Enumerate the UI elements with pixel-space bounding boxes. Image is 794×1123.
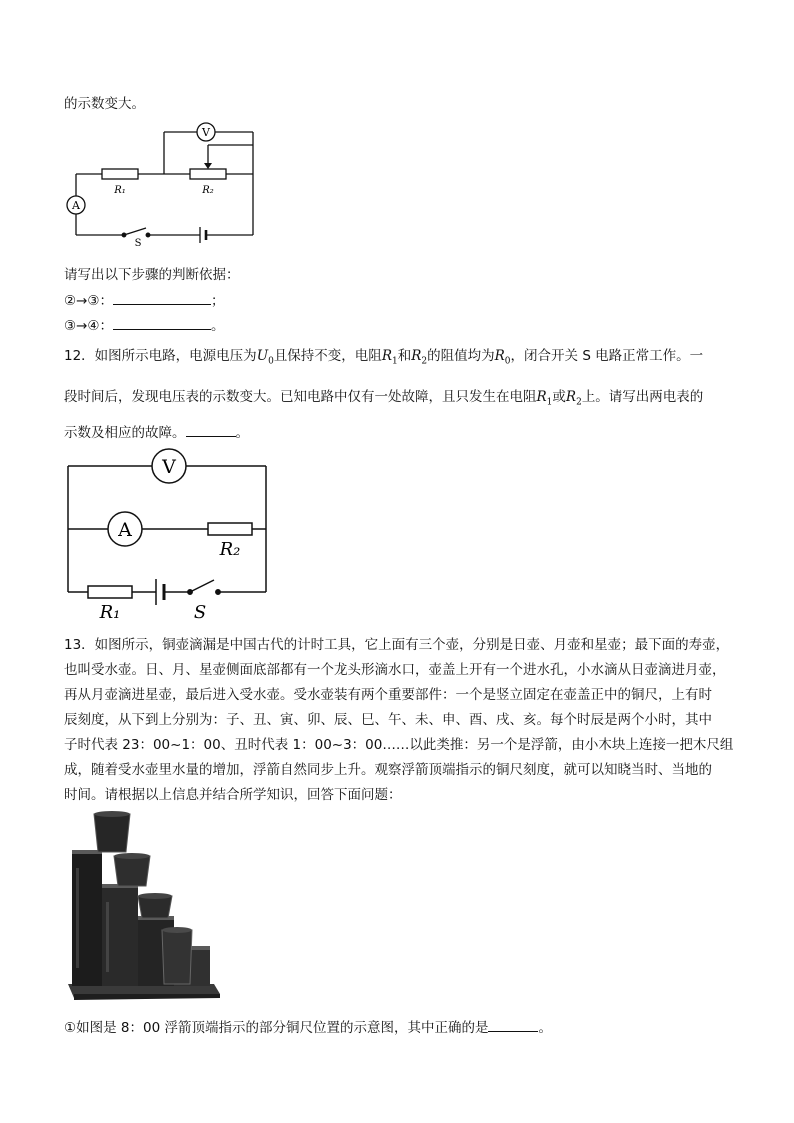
u0-symbol: $U_0$ xyxy=(256,348,274,367)
answer-blank-q13[interactable] xyxy=(488,1030,538,1032)
r1-symbol-2: $R_1$ xyxy=(536,389,553,408)
q12-text-e: ，闭合开关 S 电路正常工作。一 xyxy=(510,348,704,364)
q12-text-g: 或 xyxy=(552,389,566,405)
ammeter-label: A xyxy=(72,199,80,212)
q13-sub-text: ①如图是 8：00 浮箭顶端指示的部分铜尺位置的示意图，其中正确的是 xyxy=(64,1020,489,1036)
q12-text-d: 的阻值均为 xyxy=(427,348,495,364)
intro-text: 的示数变大。 xyxy=(64,96,145,112)
ammeter-label-2: A xyxy=(118,519,132,541)
q13-line-7: 时间。请根据以上信息并结合所学知识，回答下面问题： xyxy=(64,787,402,803)
r1-symbol: $R_1$ xyxy=(381,348,398,367)
q12-text-a: 12．如图所示电路，电源电压为 xyxy=(64,348,257,364)
step-2-end: 。 xyxy=(211,318,225,334)
answer-blank-2[interactable] xyxy=(113,328,211,330)
steps-prompt: 请写出以下步骤的判断依据： xyxy=(64,267,240,283)
circuit-diagram-1 xyxy=(60,118,270,248)
circuit-diagram-2 xyxy=(60,448,275,623)
r2-symbol-2: $R_2$ xyxy=(565,389,582,408)
q12-text-f: 段时间后，发现电压表的示数变大。已知电路中仅有一处故障，且只发生在电阻 xyxy=(64,389,537,405)
step-1 xyxy=(64,289,225,309)
step-1-end: ； xyxy=(211,293,225,309)
r2-label-2: R₂ xyxy=(219,539,241,560)
q13-sub-end: 。 xyxy=(538,1020,552,1036)
step-2-label: ③→④： xyxy=(64,318,114,334)
voltmeter-label: V xyxy=(202,126,210,139)
switch-label: S xyxy=(134,238,142,248)
step-2 xyxy=(64,314,225,334)
clepsydra-photo xyxy=(64,808,224,1004)
q13-line-2: 也叫受水壶。日、月、星壶侧面底部都有一个龙头形滴水口，壶盖上开有一个进水孔，小水滴从日壶滴进月壶， xyxy=(64,662,726,678)
q12-text-c: 和 xyxy=(397,348,412,364)
r2-label: R₂ xyxy=(202,185,214,196)
q13-line-1: 13．如图所示，铜壶滴漏是中国古代的计时工具，它上面有三个壶，分别是日壶、月壶和星壶；最下面的寿壶， xyxy=(64,637,730,653)
answer-blank-1[interactable] xyxy=(113,303,211,305)
q13-line-6: 成，随着受水壶里水量的增加，浮箭自然同步上升。观察浮箭顶端指示的铜尺刻度，就可以知晓当时、当地的 xyxy=(64,762,712,778)
step-1-label: ②→③： xyxy=(64,293,114,309)
r1-label-2: R₁ xyxy=(99,602,121,623)
q12-line-3 xyxy=(64,421,249,441)
q12-text-end: 。 xyxy=(235,425,249,441)
q12-text-h: 上。请写出两电表的 xyxy=(581,389,704,405)
answer-blank-q12[interactable] xyxy=(186,435,236,437)
q12-text-b: 且保持不变，电阻 xyxy=(273,348,382,364)
q12-text-i: 示数及相应的故障。 xyxy=(64,425,186,441)
voltmeter-label-2: V xyxy=(162,456,176,478)
q12-line-2 xyxy=(64,385,703,408)
q13-line-3: 再从月壶滴进星壶，最后进入受水壶。受水壶装有两个重要部件：一个是竖立固定在壶盖正中的铜尺，上有时 xyxy=(64,687,712,703)
r0-symbol: $R_0$ xyxy=(494,348,511,367)
q13-sub-question xyxy=(64,1016,552,1036)
switch-label-2: S xyxy=(193,602,207,623)
q13-line-4: 辰刻度，从下到上分别为：子、丑、寅、卯、辰、巳、午、未、申、酉、戌、亥。每个时辰是两个小时，其中 xyxy=(64,712,712,728)
q12-line-1 xyxy=(64,344,703,367)
r1-label: R₁ xyxy=(114,185,126,196)
q13-line-5: 子时代表 23：00~1：00、丑时代表 1：00~3：00……以此类推：另一个是浮箭，由小木块上连接一把木尺组 xyxy=(64,737,734,753)
r2-symbol: $R_2$ xyxy=(411,348,428,367)
